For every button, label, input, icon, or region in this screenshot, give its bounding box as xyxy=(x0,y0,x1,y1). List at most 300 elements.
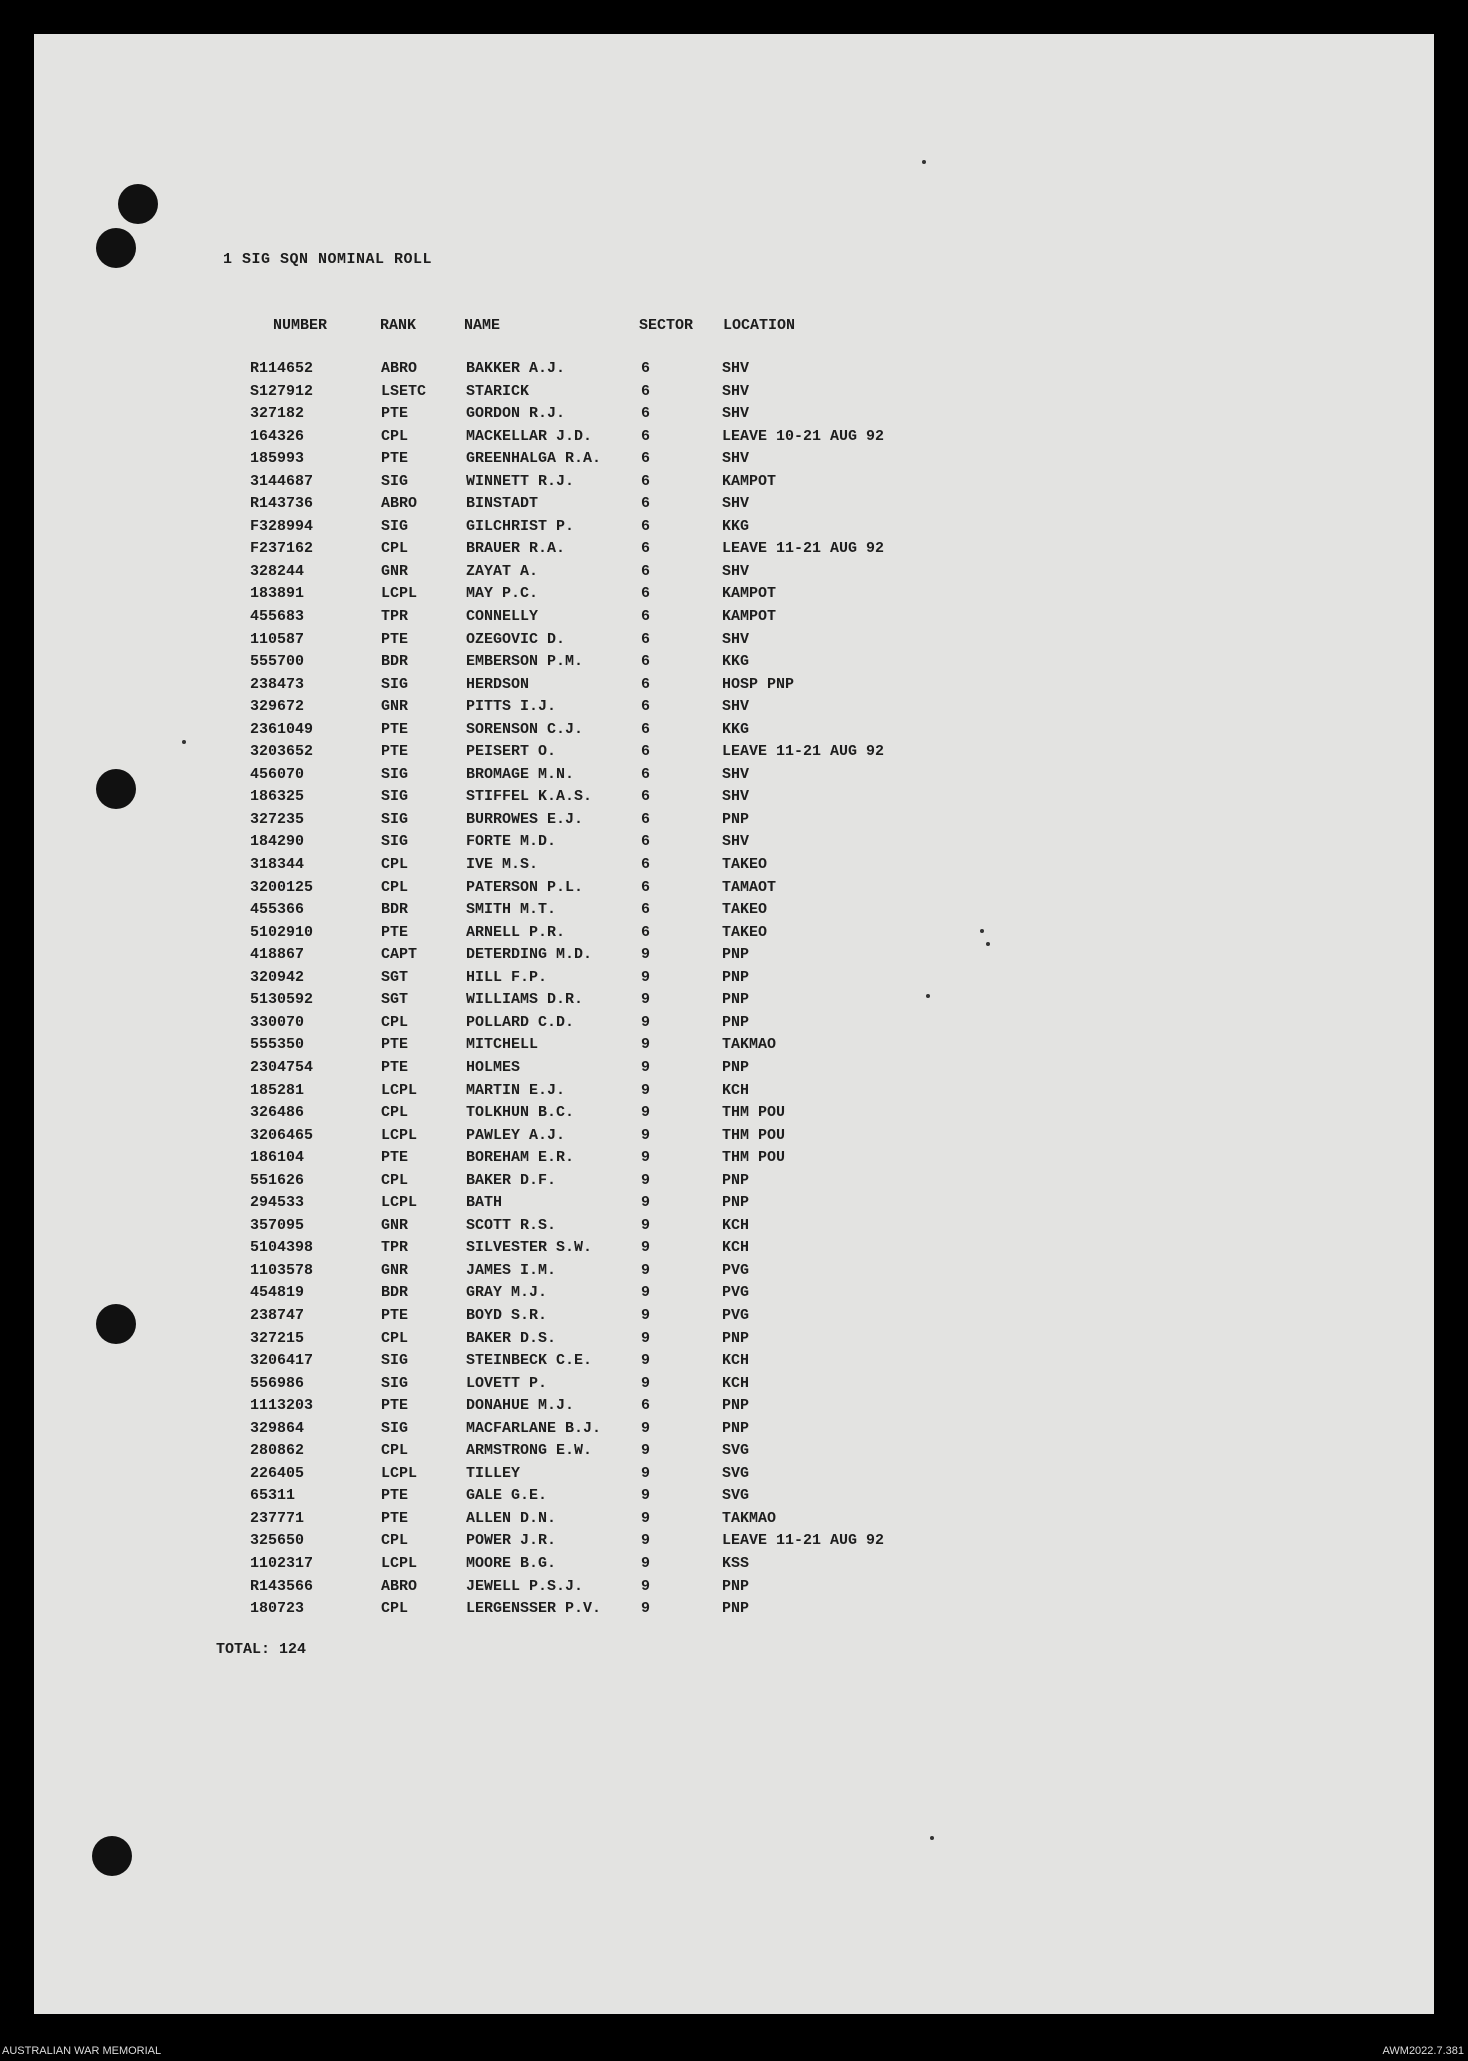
cell-number: 280862 xyxy=(250,1442,305,1460)
cell-number: 294533 xyxy=(250,1194,305,1212)
cell-sector: 9 xyxy=(641,1261,651,1279)
cell-name: MARTIN E.J. xyxy=(466,1081,566,1099)
cell-rank: CPL xyxy=(381,856,409,874)
table-row xyxy=(0,676,1468,699)
punch-hole xyxy=(118,184,158,224)
table-row xyxy=(0,1532,1468,1555)
cell-name: POWER J.R. xyxy=(466,1532,557,1550)
table-row xyxy=(0,811,1468,834)
cell-sector: 9 xyxy=(641,968,651,986)
table-row xyxy=(0,901,1468,924)
cell-sector: 6 xyxy=(641,585,651,603)
cell-rank: PTE xyxy=(381,450,409,468)
cell-number: 418867 xyxy=(250,946,305,964)
cell-location: THM POU xyxy=(722,1104,786,1122)
cell-rank: CPL xyxy=(381,1104,409,1122)
table-row xyxy=(0,924,1468,947)
cell-number: 1102317 xyxy=(250,1554,314,1572)
cell-sector: 9 xyxy=(641,1554,651,1572)
roll-table xyxy=(0,360,1468,1623)
cell-rank: GNR xyxy=(381,562,409,580)
table-row xyxy=(0,1262,1468,1285)
cell-sector: 6 xyxy=(641,788,651,806)
header-location: LOCATION xyxy=(723,317,796,334)
cell-name: WILLIAMS D.R. xyxy=(466,991,584,1009)
table-row xyxy=(0,1194,1468,1217)
header-rank: RANK xyxy=(380,317,417,334)
cell-number: 185281 xyxy=(250,1081,305,1099)
cell-location: LEAVE 11-21 AUG 92 xyxy=(722,540,885,558)
cell-rank: CPL xyxy=(381,1013,409,1031)
cell-rank: PTE xyxy=(381,1306,409,1324)
cell-rank: CAPT xyxy=(381,946,418,964)
cell-sector: 9 xyxy=(641,1126,651,1144)
cell-sector: 9 xyxy=(641,1013,651,1031)
cell-location: TAMAOT xyxy=(722,878,777,896)
cell-number: 3206417 xyxy=(250,1352,314,1370)
header-name: NAME xyxy=(464,317,501,334)
cell-sector: 6 xyxy=(641,517,651,535)
table-row xyxy=(0,946,1468,969)
cell-name: CONNELLY xyxy=(466,608,539,626)
cell-location: PVG xyxy=(722,1306,750,1324)
cell-location: THM POU xyxy=(722,1149,786,1167)
cell-sector: 9 xyxy=(641,1081,651,1099)
cell-sector: 9 xyxy=(641,1532,651,1550)
cell-name: BATH xyxy=(466,1194,503,1212)
cell-sector: 6 xyxy=(641,405,651,423)
cell-sector: 9 xyxy=(641,1284,651,1302)
cell-location: PNP xyxy=(722,968,750,986)
cell-name: BAKER D.F. xyxy=(466,1171,557,1189)
cell-sector: 6 xyxy=(641,901,651,919)
table-row xyxy=(0,1014,1468,1037)
cell-location: LEAVE 11-21 AUG 92 xyxy=(722,1532,885,1550)
cell-sector: 9 xyxy=(641,1216,651,1234)
cell-rank: ABRO xyxy=(381,360,418,377)
cell-sector: 6 xyxy=(641,608,651,626)
cell-number: 357095 xyxy=(250,1216,305,1234)
table-row xyxy=(0,1217,1468,1240)
cell-name: TILLEY xyxy=(466,1464,521,1482)
cell-location: KKG xyxy=(722,517,750,535)
cell-name: HERDSON xyxy=(466,675,530,693)
cell-sector: 6 xyxy=(641,450,651,468)
table-row xyxy=(0,1172,1468,1195)
table-row xyxy=(0,1127,1468,1150)
cell-number: 2361049 xyxy=(250,720,314,738)
cell-rank: CPL xyxy=(381,1329,409,1347)
cell-location: TAKMAO xyxy=(722,1509,777,1527)
cell-number: 3200125 xyxy=(250,878,314,896)
cell-rank: BDR xyxy=(381,653,409,671)
cell-name: GALE G.E. xyxy=(466,1487,548,1505)
cell-name: DONAHUE M.J. xyxy=(466,1397,575,1415)
cell-location: PVG xyxy=(722,1284,750,1302)
cell-location: KKG xyxy=(722,653,750,671)
table-row xyxy=(0,1239,1468,1262)
header-sector: SECTOR xyxy=(639,317,694,334)
cell-name: PAWLEY A.J. xyxy=(466,1126,566,1144)
cell-rank: TPR xyxy=(381,608,409,626)
cell-location: PNP xyxy=(722,1194,750,1212)
cell-location: KAMPOT xyxy=(722,608,777,626)
cell-location: SHV xyxy=(722,630,750,648)
table-row xyxy=(0,991,1468,1014)
cell-sector: 6 xyxy=(641,630,651,648)
table-row xyxy=(0,1375,1468,1398)
cell-name: HOLMES xyxy=(466,1058,521,1076)
punch-hole xyxy=(92,1836,132,1876)
cell-number: 328244 xyxy=(250,562,305,580)
cell-name: MOORE B.G. xyxy=(466,1554,557,1572)
cell-rank: LSETC xyxy=(381,382,427,400)
cell-rank: SIG xyxy=(381,765,409,783)
cell-location: THM POU xyxy=(722,1126,786,1144)
cell-sector: 9 xyxy=(641,1442,651,1460)
cell-location: SHV xyxy=(722,382,750,400)
cell-rank: LCPL xyxy=(381,1081,418,1099)
cell-sector: 6 xyxy=(641,743,651,761)
cell-name: GORDON R.J. xyxy=(466,405,566,423)
table-row xyxy=(0,1510,1468,1533)
cell-name: PEISERT O. xyxy=(466,743,557,761)
cell-rank: LCPL xyxy=(381,1126,418,1144)
cell-name: MITCHELL xyxy=(466,1036,539,1054)
cell-number: 327215 xyxy=(250,1329,305,1347)
cell-number: 110587 xyxy=(250,630,305,648)
cell-location: KSS xyxy=(722,1554,750,1572)
cell-sector: 9 xyxy=(641,1306,651,1324)
cell-name: BRAUER R.A. xyxy=(466,540,566,558)
cell-location: TAKEO xyxy=(722,923,768,941)
table-row xyxy=(0,631,1468,654)
cell-number: 3144687 xyxy=(250,472,314,490)
cell-sector: 6 xyxy=(641,720,651,738)
cell-sector: 9 xyxy=(641,1058,651,1076)
table-row xyxy=(0,1330,1468,1353)
cell-location: KCH xyxy=(722,1239,750,1257)
speck xyxy=(922,160,926,164)
cell-sector: 9 xyxy=(641,1329,651,1347)
cell-name: BOREHAM E.R. xyxy=(466,1149,575,1167)
cell-rank: SIG xyxy=(381,472,409,490)
cell-rank: CPL xyxy=(381,427,409,445)
table-row xyxy=(0,450,1468,473)
cell-rank: SIG xyxy=(381,833,409,851)
cell-location: SVG xyxy=(722,1464,750,1482)
cell-name: ARNELL P.R. xyxy=(466,923,566,941)
cell-sector: 9 xyxy=(641,1600,651,1618)
cell-name: STIFFEL K.A.S. xyxy=(466,788,593,806)
cell-rank: LCPL xyxy=(381,1194,418,1212)
cell-location: SHV xyxy=(722,765,750,783)
table-row xyxy=(0,653,1468,676)
cell-number: 1103578 xyxy=(250,1261,314,1279)
cell-rank: SIG xyxy=(381,788,409,806)
cell-name: LERGENSSER P.V. xyxy=(466,1600,602,1618)
cell-number: R143566 xyxy=(250,1577,314,1595)
cell-sector: 9 xyxy=(641,1419,651,1437)
cell-name: SILVESTER S.W. xyxy=(466,1239,593,1257)
cell-name: MAY P.C. xyxy=(466,585,539,603)
cell-rank: PTE xyxy=(381,405,409,423)
cell-rank: PTE xyxy=(381,1509,409,1527)
cell-location: KCH xyxy=(722,1081,750,1099)
cell-rank: SIG xyxy=(381,1419,409,1437)
cell-sector: 6 xyxy=(641,382,651,400)
cell-location: SHV xyxy=(722,405,750,423)
cell-name: ARMSTRONG E.W. xyxy=(466,1442,593,1460)
cell-sector: 9 xyxy=(641,1487,651,1505)
cell-number: 555700 xyxy=(250,653,305,671)
cell-name: TOLKHUN B.C. xyxy=(466,1104,575,1122)
cell-location: PNP xyxy=(722,1171,750,1189)
cell-rank: SIG xyxy=(381,675,409,693)
cell-name: GILCHRIST P. xyxy=(466,517,575,535)
speck xyxy=(930,1836,934,1840)
cell-location: PVG xyxy=(722,1261,750,1279)
cell-number: 556986 xyxy=(250,1374,305,1392)
cell-sector: 6 xyxy=(641,810,651,828)
cell-rank: SGT xyxy=(381,991,409,1009)
table-row xyxy=(0,1578,1468,1601)
cell-sector: 9 xyxy=(641,1171,651,1189)
table-row xyxy=(0,495,1468,518)
cell-sector: 6 xyxy=(641,1397,651,1415)
document-title: 1 SIG SQN NOMINAL ROLL xyxy=(223,251,433,268)
cell-rank: SIG xyxy=(381,1374,409,1392)
cell-rank: BDR xyxy=(381,1284,409,1302)
cell-rank: CPL xyxy=(381,878,409,896)
cell-number: 5130592 xyxy=(250,991,314,1009)
cell-number: 2304754 xyxy=(250,1058,314,1076)
cell-rank: PTE xyxy=(381,923,409,941)
cell-rank: PTE xyxy=(381,1397,409,1415)
cell-location: KCH xyxy=(722,1352,750,1370)
cell-sector: 6 xyxy=(641,833,651,851)
cell-location: TAKMAO xyxy=(722,1036,777,1054)
cell-number: 327182 xyxy=(250,405,305,423)
cell-name: DETERDING M.D. xyxy=(466,946,593,964)
cell-location: KCH xyxy=(722,1216,750,1234)
cell-location: PNP xyxy=(722,1013,750,1031)
cell-name: EMBERSON P.M. xyxy=(466,653,584,671)
cell-name: PATERSON P.L. xyxy=(466,878,584,896)
cell-number: 320942 xyxy=(250,968,305,986)
header-number: NUMBER xyxy=(273,317,328,334)
table-row xyxy=(0,1600,1468,1623)
cell-rank: GNR xyxy=(381,698,409,716)
cell-number: 226405 xyxy=(250,1464,305,1482)
cell-number: 551626 xyxy=(250,1171,305,1189)
cell-name: POLLARD C.D. xyxy=(466,1013,575,1031)
table-row xyxy=(0,360,1468,383)
cell-location: KAMPOT xyxy=(722,472,777,490)
cell-number: F328994 xyxy=(250,517,314,535)
cell-location: KKG xyxy=(722,720,750,738)
total-count: TOTAL: 124 xyxy=(216,1641,307,1658)
cell-name: JAMES I.M. xyxy=(466,1261,557,1279)
cell-sector: 9 xyxy=(641,1239,651,1257)
cell-sector: 9 xyxy=(641,1149,651,1167)
cell-sector: 9 xyxy=(641,1352,651,1370)
cell-rank: CPL xyxy=(381,1171,409,1189)
cell-number: 184290 xyxy=(250,833,305,851)
cell-rank: PTE xyxy=(381,1149,409,1167)
cell-name: OZEGOVIC D. xyxy=(466,630,566,648)
cell-sector: 6 xyxy=(641,495,651,513)
cell-name: MACKELLAR J.D. xyxy=(466,427,593,445)
cell-number: R143736 xyxy=(250,495,314,513)
cell-number: 3203652 xyxy=(250,743,314,761)
cell-rank: SIG xyxy=(381,1352,409,1370)
cell-number: 329672 xyxy=(250,698,305,716)
cell-rank: CPL xyxy=(381,1442,409,1460)
cell-rank: BDR xyxy=(381,901,409,919)
cell-rank: SIG xyxy=(381,517,409,535)
cell-location: PNP xyxy=(722,1577,750,1595)
cell-name: LOVETT P. xyxy=(466,1374,548,1392)
cell-number: 65311 xyxy=(250,1487,296,1505)
cell-sector: 9 xyxy=(641,946,651,964)
cell-number: 329864 xyxy=(250,1419,305,1437)
table-row xyxy=(0,518,1468,541)
cell-name: BOYD S.R. xyxy=(466,1306,548,1324)
cell-rank: CPL xyxy=(381,1532,409,1550)
cell-number: F237162 xyxy=(250,540,314,558)
cell-sector: 6 xyxy=(641,427,651,445)
cell-name: BINSTADT xyxy=(466,495,539,513)
cell-rank: GNR xyxy=(381,1216,409,1234)
cell-name: SORENSON C.J. xyxy=(466,720,584,738)
cell-location: PNP xyxy=(722,1600,750,1618)
cell-name: STARICK xyxy=(466,382,530,400)
cell-number: 1113203 xyxy=(250,1397,314,1415)
table-row xyxy=(0,405,1468,428)
cell-sector: 9 xyxy=(641,1509,651,1527)
cell-number: 326486 xyxy=(250,1104,305,1122)
cell-sector: 6 xyxy=(641,472,651,490)
table-row xyxy=(0,698,1468,721)
cell-location: SVG xyxy=(722,1442,750,1460)
cell-name: BAKER D.S. xyxy=(466,1329,557,1347)
cell-sector: 6 xyxy=(641,698,651,716)
cell-rank: PTE xyxy=(381,1487,409,1505)
cell-number: 180723 xyxy=(250,1600,305,1618)
cell-rank: LCPL xyxy=(381,1554,418,1572)
cell-name: WINNETT R.J. xyxy=(466,472,575,490)
footer-right: AWM2022.7.381 xyxy=(1382,2045,1464,2057)
cell-name: BURROWES E.J. xyxy=(466,810,584,828)
cell-rank: SIG xyxy=(381,810,409,828)
cell-sector: 6 xyxy=(641,765,651,783)
cell-number: 5104398 xyxy=(250,1239,314,1257)
cell-number: 455366 xyxy=(250,901,305,919)
cell-rank: PTE xyxy=(381,1036,409,1054)
cell-location: SHV xyxy=(722,698,750,716)
cell-location: KAMPOT xyxy=(722,585,777,603)
punch-hole xyxy=(96,228,136,268)
cell-number: 185993 xyxy=(250,450,305,468)
cell-sector: 6 xyxy=(641,540,651,558)
table-row xyxy=(0,1397,1468,1420)
table-row xyxy=(0,1442,1468,1465)
cell-sector: 9 xyxy=(641,1104,651,1122)
cell-name: ALLEN D.N. xyxy=(466,1509,557,1527)
cell-sector: 9 xyxy=(641,1464,651,1482)
table-row xyxy=(0,428,1468,451)
cell-number: R114652 xyxy=(250,360,314,377)
cell-sector: 9 xyxy=(641,991,651,1009)
table-row xyxy=(0,721,1468,744)
cell-sector: 9 xyxy=(641,1194,651,1212)
table-row xyxy=(0,1465,1468,1488)
cell-name: PITTS I.J. xyxy=(466,698,557,716)
cell-location: KCH xyxy=(722,1374,750,1392)
cell-rank: PTE xyxy=(381,720,409,738)
cell-sector: 6 xyxy=(641,562,651,580)
table-row xyxy=(0,1352,1468,1375)
table-row xyxy=(0,608,1468,631)
table-row xyxy=(0,788,1468,811)
cell-rank: SGT xyxy=(381,968,409,986)
cell-rank: PTE xyxy=(381,743,409,761)
cell-rank: GNR xyxy=(381,1261,409,1279)
cell-rank: TPR xyxy=(381,1239,409,1257)
table-row xyxy=(0,1036,1468,1059)
cell-number: 555350 xyxy=(250,1036,305,1054)
cell-name: SMITH M.T. xyxy=(466,901,557,919)
cell-name: MACFARLANE B.J. xyxy=(466,1419,602,1437)
table-row xyxy=(0,473,1468,496)
cell-sector: 6 xyxy=(641,856,651,874)
table-row xyxy=(0,383,1468,406)
cell-location: SHV xyxy=(722,833,750,851)
cell-location: SHV xyxy=(722,562,750,580)
table-row xyxy=(0,585,1468,608)
table-row xyxy=(0,766,1468,789)
cell-name: HILL F.P. xyxy=(466,968,548,986)
cell-location: PNP xyxy=(722,1329,750,1347)
cell-name: ZAYAT A. xyxy=(466,562,539,580)
cell-number: 330070 xyxy=(250,1013,305,1031)
cell-number: 186325 xyxy=(250,788,305,806)
cell-name: IVE M.S. xyxy=(466,856,539,874)
cell-sector: 6 xyxy=(641,360,651,377)
footer-left: AUSTRALIAN WAR MEMORIAL xyxy=(2,2045,162,2057)
cell-location: SHV xyxy=(722,495,750,513)
cell-location: LEAVE 11-21 AUG 92 xyxy=(722,743,885,761)
table-row xyxy=(0,1104,1468,1127)
cell-location: PNP xyxy=(722,1419,750,1437)
cell-number: 238473 xyxy=(250,675,305,693)
cell-number: 237771 xyxy=(250,1509,305,1527)
cell-location: TAKEO xyxy=(722,856,768,874)
cell-location: TAKEO xyxy=(722,901,768,919)
table-row xyxy=(0,1420,1468,1443)
table-row xyxy=(0,1284,1468,1307)
table-row xyxy=(0,563,1468,586)
cell-rank: CPL xyxy=(381,1600,409,1618)
cell-rank: LCPL xyxy=(381,585,418,603)
cell-location: SVG xyxy=(722,1487,750,1505)
table-row xyxy=(0,1149,1468,1172)
cell-rank: ABRO xyxy=(381,1577,418,1595)
cell-location: SHV xyxy=(722,788,750,806)
cell-name: GREENHALGA R.A. xyxy=(466,450,602,468)
cell-location: PNP xyxy=(722,810,750,828)
